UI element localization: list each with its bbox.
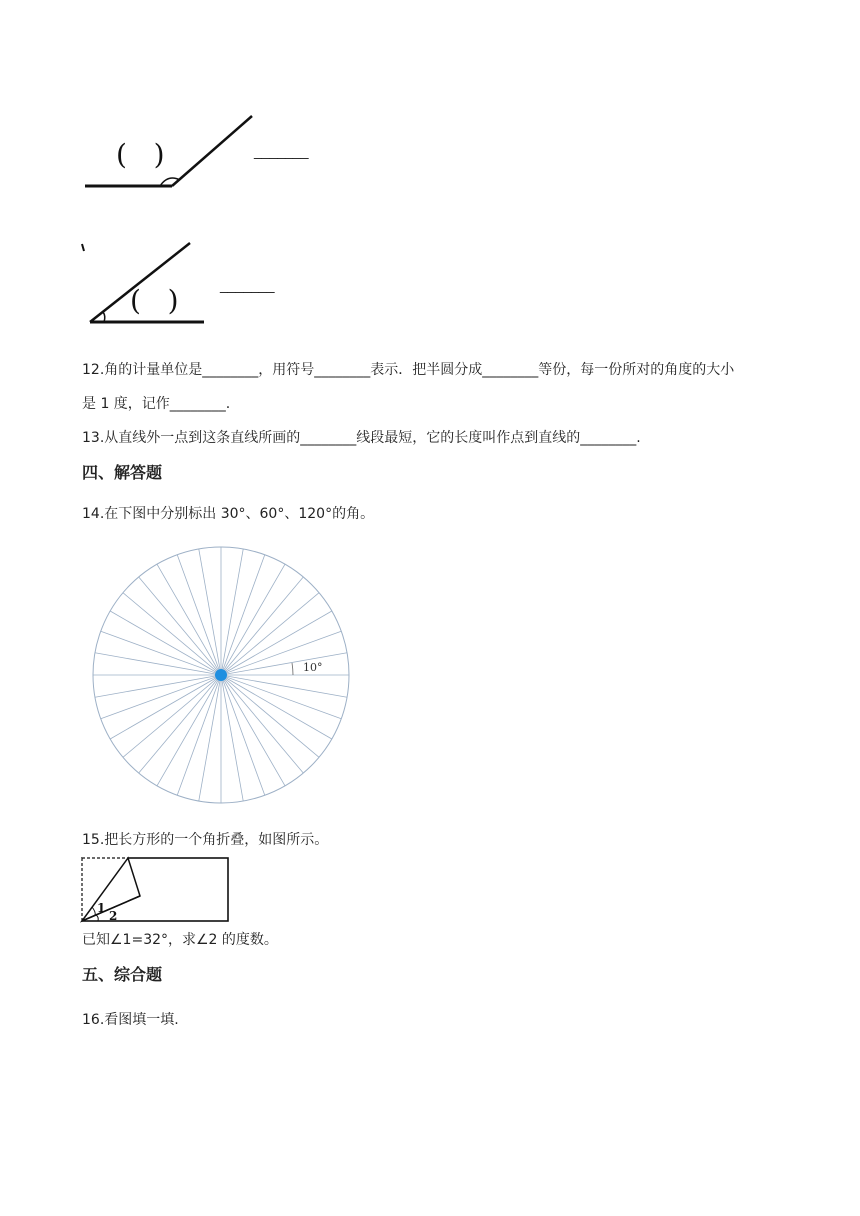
angle-label-1: 1 [97, 901, 106, 915]
angle2-paren: ( ) [130, 284, 179, 317]
protractor-circle [90, 544, 352, 806]
center-dot [215, 669, 227, 681]
folded-rectangle-figure [80, 856, 232, 924]
q15-text: 15.把长方形的一个角折叠，如图所示。 [82, 832, 329, 848]
angle2-answer-blank: _______ [220, 277, 275, 293]
angle1-answer-blank: _______ [254, 143, 309, 159]
section5-title: 五、综合题 [82, 965, 163, 984]
section4-title: 四、解答题 [82, 463, 163, 482]
obtuse-angle-figure [80, 110, 340, 200]
q12-line1: 12.角的计量单位是________，用符号________表示．把半圆分成________等份，每一份所对的角度的大小 [82, 362, 735, 378]
angle1-paren: ( ) [116, 138, 165, 171]
q12-line2: 是 1 度，记作________. [82, 396, 231, 412]
q16-text: 16.看图填一填. [82, 1012, 179, 1028]
q14-text: 14.在下图中分别标出 30°、60°、120°的角。 [82, 506, 375, 522]
ten-degree-label: 10° [303, 661, 323, 674]
angle-label-2: 2 [109, 909, 118, 923]
q13-text: 13.从直线外一点到这条直线所画的________线段最短，它的长度叫作点到直线的________. [82, 430, 641, 446]
acute-angle-figure [78, 238, 338, 333]
q15-given: 已知∠1=32°，求∠2 的度数。 [82, 932, 278, 948]
